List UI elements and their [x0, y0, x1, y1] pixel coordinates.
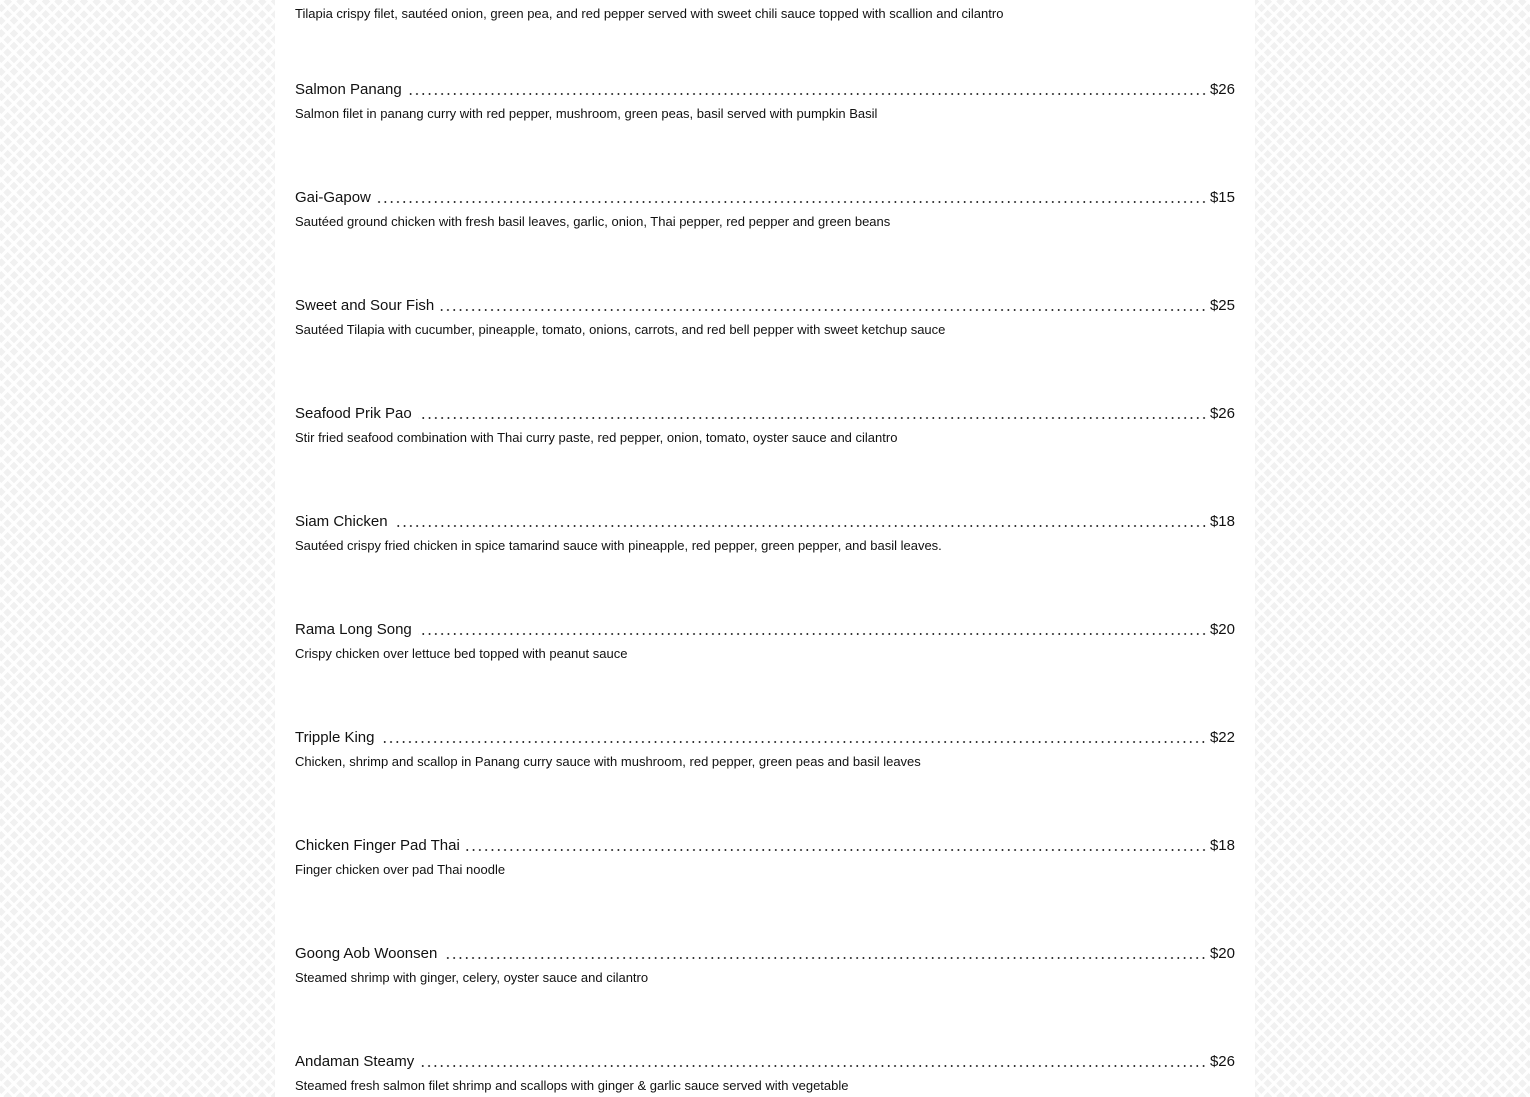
dot-leader: [377, 200, 1207, 204]
menu-item-name: Sweet and Sour Fish: [295, 297, 435, 314]
menu-item-goong-aob-woonsen: [295, 944, 1235, 1052]
dot-leader: [380, 740, 1206, 744]
menu-item-price: $26: [1209, 1053, 1235, 1070]
menu-item-price: $20: [1209, 621, 1235, 638]
menu-item-price: $18: [1209, 513, 1235, 530]
dot-leader: [394, 524, 1207, 528]
menu-item-description: Crispy chicken over lettuce bed topped with peanut sauce: [295, 646, 628, 661]
menu-item-description: Steamed fresh salmon filet shrimp and scallops with ginger & garlic sauce served with vegetable: [295, 1078, 849, 1093]
menu-item-price: $22: [1209, 729, 1235, 746]
menu-item-tripple-king: [295, 728, 1235, 836]
menu-item-price: $25: [1209, 297, 1235, 314]
dot-leader: [418, 632, 1207, 636]
menu-item-gai-gapow: [295, 188, 1235, 296]
dot-leader: [440, 308, 1207, 312]
menu-item-name: Goong Aob Woonsen: [295, 945, 438, 962]
menu-item-price: $15: [1209, 189, 1235, 206]
menu-item-andaman-steamy: [295, 1052, 1235, 1097]
menu-item-description: Stir fried seafood combination with Thai curry paste, red pepper, onion, tomato, oyster sauce and cilantro: [295, 430, 898, 445]
menu-item-price: $26: [1209, 81, 1235, 98]
menu-item-price: $26: [1209, 405, 1235, 422]
menu-item-description: Sautéed Tilapia with cucumber, pineapple, tomato, onions, carrots, and red bell pepper with sweet ketchup sauce: [295, 322, 946, 337]
menu-item-name: Seafood Prik Pao: [295, 405, 412, 422]
menu-item-name: Gai-Gapow: [295, 189, 371, 206]
menu-item-salmon-panang: [295, 80, 1235, 188]
menu-item-sweet-and-sour-fish: [295, 296, 1235, 404]
menu-item-name: Rama Long Song: [295, 621, 412, 638]
menu-item-price: $20: [1209, 945, 1235, 962]
menu-item-name: Siam Chicken: [295, 513, 388, 530]
menu-item-name: Tripple King: [295, 729, 375, 746]
menu-panel: [275, 0, 1255, 1097]
menu-item-chicken-finger-pad-thai: [295, 836, 1235, 944]
menu-item-description: Sautéed crispy fried chicken in spice tamarind sauce with pineapple, red pepper, green pepper, and basil leaves.: [295, 538, 942, 553]
dot-leader: [420, 1064, 1207, 1068]
menu-item-rama-long-song: [295, 620, 1235, 728]
dot-leader: [418, 416, 1207, 420]
menu-item-description: Steamed shrimp with ginger, celery, oyster sauce and cilantro: [295, 970, 649, 985]
dot-leader: [443, 956, 1207, 960]
menu-item-price: $18: [1209, 837, 1235, 854]
menu-item-siam-chicken: [295, 512, 1235, 620]
menu-item-name: Chicken Finger Pad Thai: [295, 837, 460, 854]
menu-item-description: Sautéed ground chicken with fresh basil leaves, garlic, onion, Thai pepper, red pepper and green beans: [295, 214, 891, 229]
dot-leader: [408, 92, 1207, 96]
menu-item-description: Finger chicken over pad Thai noodle: [295, 862, 506, 877]
menu-item-description: Salmon filet in panang curry with red pepper, mushroom, green peas, basil served with pumpkin Basil: [295, 106, 878, 121]
menu-item-name: Andaman Steamy: [295, 1053, 415, 1070]
menu-item-name: Salmon Panang: [295, 81, 402, 98]
menu-item-seafood-prik-pao: [295, 404, 1235, 512]
menu-item-description: Chicken, shrimp and scallop in Panang curry sauce with mushroom, red pepper, green peas and basil leaves: [295, 754, 921, 769]
dot-leader: [466, 848, 1207, 852]
menu-item-description: Tilapia crispy filet, sautéed onion, green pea, and red pepper served with sweet chili sauce topped with scallion and cilantro: [295, 6, 1004, 21]
